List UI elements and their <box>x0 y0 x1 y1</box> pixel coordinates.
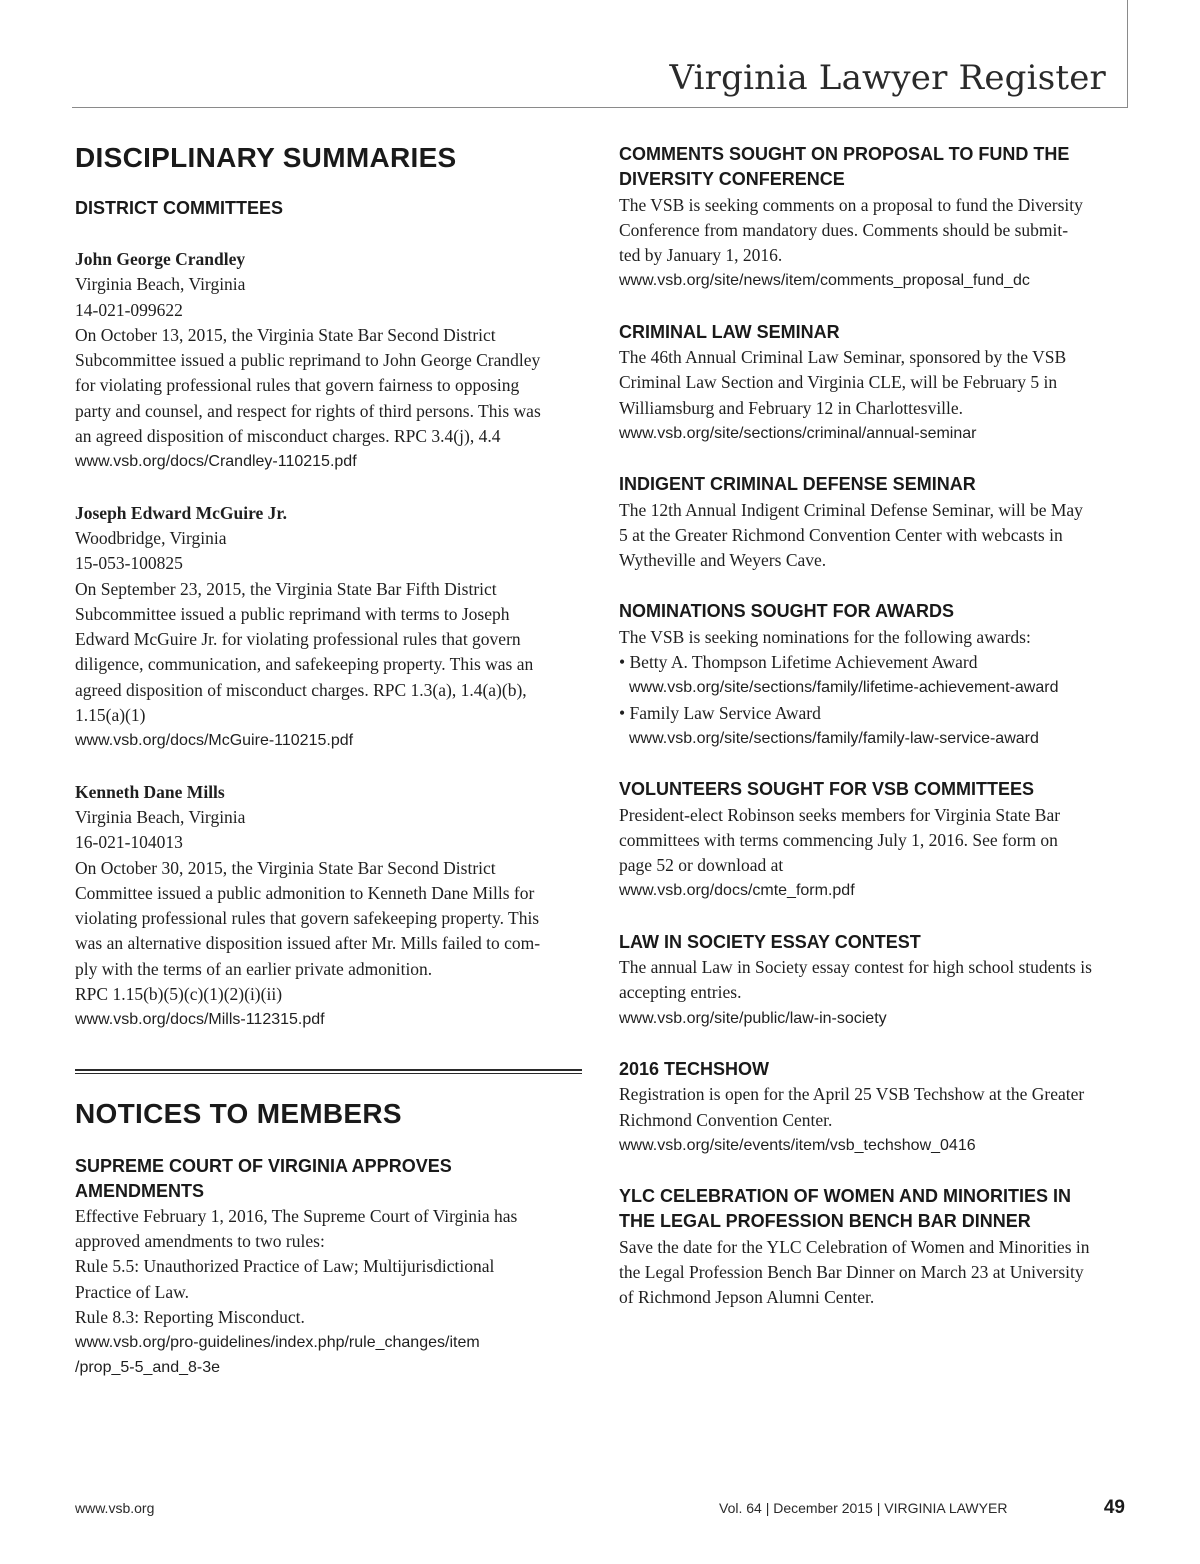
summary-line: Edward McGuire Jr. for violating professional rules that govern <box>75 629 521 650</box>
ylc-notice <box>619 1184 1129 1310</box>
lifetime-award-link[interactable]: www.vsb.org/site/sections/family/lifetime-achievement-award <box>629 679 1059 697</box>
disciplinary-entry <box>75 501 585 754</box>
attorney-name: Joseph Edward McGuire Jr. <box>75 502 287 523</box>
section-divider <box>75 1069 582 1074</box>
awards-notice <box>619 599 1129 751</box>
notice-line: Effective February 1, 2016, The Supreme Court of Virginia has <box>75 1205 518 1226</box>
notice-heading: YLC CELEBRATION OF WOMEN AND MINORITIES IN <box>619 1186 1071 1207</box>
notice-line: President-elect Robinson seeks members for Virginia State Bar <box>619 804 1061 825</box>
notice-heading: SUPREME COURT OF VIRGINIA APPROVES <box>75 1155 452 1176</box>
notice-heading: DIVERSITY CONFERENCE <box>619 169 845 190</box>
summary-line: party and counsel, and respect for rights of third persons. This was <box>75 400 541 421</box>
notice-line: committees with terms commencing July 1, 2016. See form on <box>619 829 1058 850</box>
summary-line: ply with the terms of an earlier private admonition. <box>75 958 433 979</box>
footer-website[interactable]: www.vsb.org <box>75 1500 155 1516</box>
attorney-location: Virginia Beach, Virginia <box>75 274 246 295</box>
notice-line: 5 at the Greater Richmond Convention Center with webcasts in <box>619 524 1063 545</box>
summary-line: violating professional rules that govern safekeeping property. This <box>75 908 540 929</box>
summary-line: was an alternative disposition issued after Mr. Mills failed to com- <box>75 933 541 954</box>
supreme-court-notice <box>75 1154 585 1381</box>
disciplinary-entry <box>75 247 585 475</box>
summary-line: On October 30, 2015, the Virginia State Bar Second District <box>75 857 496 878</box>
essay-contest-notice <box>619 930 1129 1031</box>
mcguire-pdf-link[interactable]: www.vsb.org/docs/McGuire-110215.pdf <box>75 732 354 750</box>
summary-line: On September 23, 2015, the Virginia State Bar Fifth District <box>75 578 497 599</box>
summary-line: agreed disposition of misconduct charges. RPC 1.3(a), 1.4(a)(b), <box>75 679 527 700</box>
notice-heading: LAW IN SOCIETY ESSAY CONTEST <box>619 931 921 952</box>
notice-line: The 12th Annual Indigent Criminal Defense Seminar, will be May <box>619 499 1083 520</box>
left-column <box>75 140 585 1381</box>
notice-heading: CRIMINAL LAW SEMINAR <box>619 321 840 342</box>
summary-line: Subcommittee issued a public reprimand with terms to Joseph <box>75 603 510 624</box>
header-vertical-rule <box>1127 0 1128 108</box>
notice-line: Williamsburg and February 12 in Charlottesville. <box>619 397 964 418</box>
notice-heading: AMENDMENTS <box>75 1180 204 1201</box>
service-award-link[interactable]: www.vsb.org/site/sections/family/family-law-service-award <box>629 729 1039 747</box>
notice-line: The 46th Annual Criminal Law Seminar, sponsored by the VSB <box>619 347 1067 368</box>
notice-line: The annual Law in Society essay contest for high school students is <box>619 957 1092 978</box>
notice-line: page 52 or download at <box>619 855 784 876</box>
rule-changes-link[interactable]: www.vsb.org/pro-guidelines/index.php/rule_changes/item <box>75 1334 480 1352</box>
attorney-location: Woodbridge, Virginia <box>75 527 227 548</box>
notice-line: Save the date for the YLC Celebration of Women and Minorities in <box>619 1236 1090 1257</box>
mills-pdf-link[interactable]: www.vsb.org/docs/Mills-112315.pdf <box>75 1011 325 1029</box>
diversity-notice <box>619 142 1129 294</box>
summary-line: 1.15(a)(1) <box>75 705 146 726</box>
notice-line: Conference from mandatory dues. Comments should be submit- <box>619 219 1069 240</box>
techshow-link[interactable]: www.vsb.org/site/events/item/vsb_techshow_0416 <box>619 1136 976 1154</box>
indigent-defense-notice <box>619 472 1129 573</box>
summary-line: an agreed disposition of misconduct charges. RPC 3.4(j), 4.4 <box>75 426 501 447</box>
criminal-seminar-link[interactable]: www.vsb.org/site/sections/criminal/annual-seminar <box>619 424 977 442</box>
law-in-society-link[interactable]: www.vsb.org/site/public/law-in-society <box>619 1009 887 1027</box>
case-number: 14-021-099622 <box>75 299 183 320</box>
footer-issue-info: Vol. 64 | December 2015 | VIRGINIA LAWYER <box>719 1500 1008 1516</box>
notice-line: Wytheville and Weyers Cave. <box>619 550 827 571</box>
diversity-link[interactable]: www.vsb.org/site/news/item/comments_proposal_fund_dc <box>619 272 1030 290</box>
notice-heading: COMMENTS SOUGHT ON PROPOSAL TO FUND THE <box>619 144 1070 164</box>
notices-to-members-title: NOTICES TO MEMBERS <box>75 1097 402 1129</box>
attorney-name: John George Crandley <box>75 249 246 269</box>
criminal-law-notice <box>619 320 1129 446</box>
award-item: • Family Law Service Award <box>619 702 821 723</box>
notice-line: Practice of Law. <box>75 1281 190 1302</box>
header-horizontal-rule <box>72 107 1128 108</box>
award-item: • Betty A. Thompson Lifetime Achievement Award <box>619 652 978 673</box>
disciplinary-summaries-title: DISCIPLINARY SUMMARIES <box>75 142 457 173</box>
notice-heading: 2016 TECHSHOW <box>619 1058 770 1079</box>
running-head: Virginia Lawyer Register <box>669 58 1106 98</box>
rule-changes-link-cont[interactable]: /prop_5-5_and_8-3e <box>75 1359 221 1377</box>
attorney-name: Kenneth Dane Mills <box>75 781 225 802</box>
summary-line: diligence, communication, and safekeeping property. This was an <box>75 654 534 675</box>
disciplinary-entry <box>75 780 585 1033</box>
notice-heading: INDIGENT CRIMINAL DEFENSE SEMINAR <box>619 474 976 495</box>
notice-line: the Legal Profession Bench Bar Dinner on March 23 at University <box>619 1261 1084 1282</box>
case-number: 16-021-104013 <box>75 832 183 853</box>
right-column <box>619 142 1129 1337</box>
volunteers-notice <box>619 777 1129 903</box>
notice-line: accepting entries. <box>619 982 742 1003</box>
notice-line: Richmond Convention Center. <box>619 1109 833 1130</box>
notice-line: The VSB is seeking nominations for the following awards: <box>619 626 1031 647</box>
notice-line: Rule 5.5: Unauthorized Practice of Law; Multijurisdictional <box>75 1256 495 1277</box>
page-number: 49 <box>1103 1497 1125 1518</box>
attorney-location: Virginia Beach, Virginia <box>75 806 246 827</box>
techshow-notice <box>619 1057 1129 1158</box>
summary-line: On October 13, 2015, the Virginia State Bar Second District <box>75 324 496 345</box>
notice-line: Criminal Law Section and Virginia CLE, will be February 5 in <box>619 372 1058 393</box>
notice-heading: VOLUNTEERS SOUGHT FOR VSB COMMITTEES <box>619 779 1035 800</box>
notice-heading: NOMINATIONS SOUGHT FOR AWARDS <box>619 601 954 622</box>
crandley-pdf-link[interactable]: www.vsb.org/docs/Crandley-110215.pdf <box>75 453 357 471</box>
summary-line: Committee issued a public admonition to Kenneth Dane Mills for <box>75 882 535 903</box>
notice-heading: THE LEGAL PROFESSION BENCH BAR DINNER <box>619 1211 1031 1232</box>
notice-line: Rule 8.3: Reporting Misconduct. <box>75 1306 305 1327</box>
summary-line: Subcommittee issued a public reprimand to John George Crandley <box>75 350 541 371</box>
notice-line: Registration is open for the April 25 VSB Techshow at the Greater <box>619 1084 1085 1105</box>
notice-line: of Richmond Jepson Alumni Center. <box>619 1287 875 1308</box>
notice-line: The VSB is seeking comments on a proposal to fund the Diversity <box>619 194 1083 215</box>
summary-line: RPC 1.15(b)(5)(c)(1)(2)(i)(ii) <box>75 984 283 1005</box>
committee-form-link[interactable]: www.vsb.org/docs/cmte_form.pdf <box>619 882 855 900</box>
summary-line: for violating professional rules that govern fairness to opposing <box>75 375 520 396</box>
district-committees-title: DISTRICT COMMITTEES <box>75 198 283 218</box>
case-number: 15-053-100825 <box>75 553 183 574</box>
notice-line: ted by January 1, 2016. <box>619 245 783 266</box>
notice-line: approved amendments to two rules: <box>75 1230 325 1251</box>
